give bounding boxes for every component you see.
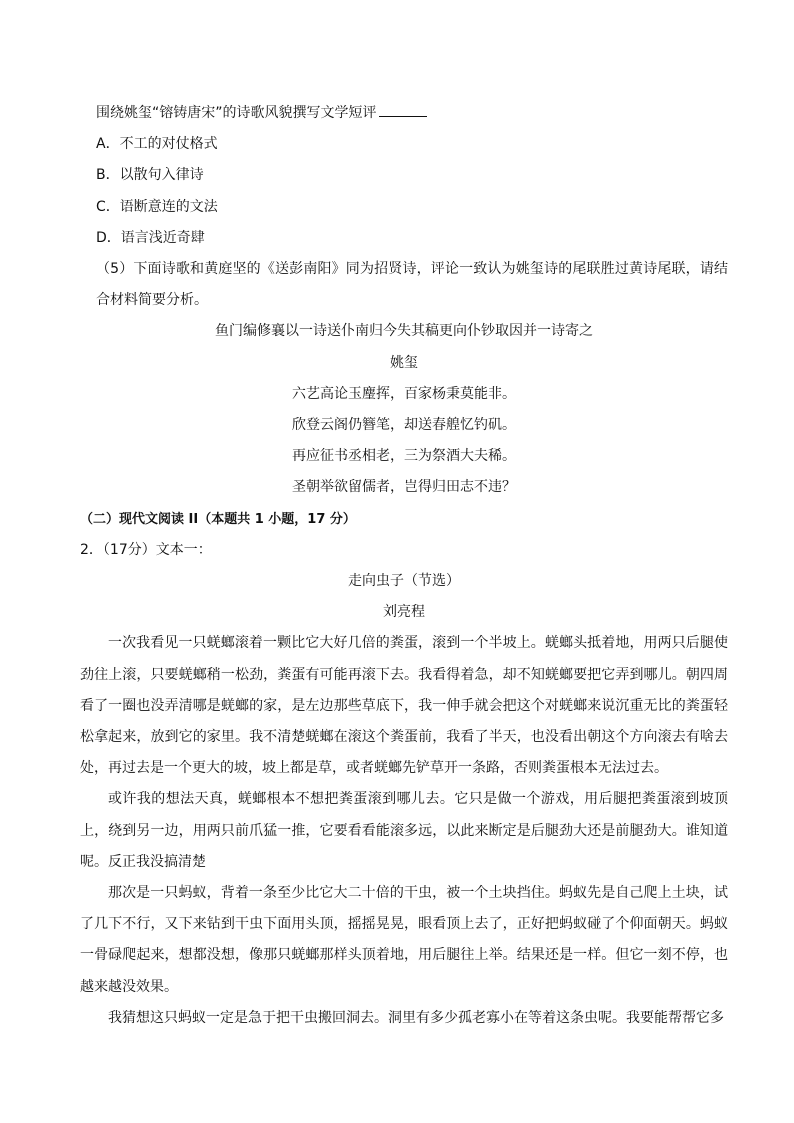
poem-author: 姚玺	[390, 354, 418, 371]
essay-author: 刘亮程	[383, 604, 425, 621]
answer-blank	[379, 102, 427, 117]
essay-title: 走向虫子（节选）	[348, 573, 460, 590]
poem-line-1: 六艺高论玉麈挥，百家杨秉莫能非。	[292, 385, 516, 402]
option-c: C．语断意连的文法	[96, 198, 218, 215]
option-a: A．不工的对仗格式	[96, 136, 218, 153]
poem-line-3: 再应征书丞相老，三为祭酒大夫稀。	[292, 448, 516, 465]
question-5-text: （5）下面诗歌和黄庭坚的《送彭南阳》同为招贤诗，评论一致认为姚玺诗的尾联胜过黄诗尾联，请结合材料简要分析。	[96, 261, 728, 309]
question-4-stem	[80, 98, 728, 129]
option-b: B．以散句入律诗	[96, 167, 204, 184]
poem-line-4: 圣朝举欲留儒者，岂得归田志不违？	[292, 479, 516, 496]
essay-paragraph-4: 我猜想这只蚂蚁一定是急于把干虫搬回洞去。洞里有多少孤老寡小在等着这条虫呢。我要能帮帮它多	[108, 1009, 724, 1026]
option-d: D．语言浅近奇肆	[96, 229, 205, 246]
essay-paragraph-2: 或许我的想法天真，蜣螂根本不想把粪蛋滚到哪儿去。它只是做一个游戏，用后腿把粪蛋滚到坡顶上，绕到另一边，用两只前爪猛一推，它要看看能滚多远，以此来断定是后腿劲大还是前腿劲大。谁知道呢。反正我没搞清楚	[80, 791, 728, 870]
question-4-stem-text: 围绕姚玺“镕铸唐宋”的诗歌风貌撰写文学短评	[96, 105, 377, 121]
poem-title: 鱼门编修襄以一诗送仆南归今失其稿更向仆钞取因并一诗寄之	[215, 323, 593, 340]
essay-paragraph-3: 那次是一只蚂蚁，背着一条至少比它大二十倍的干虫，被一个土块挡住。蚂蚁先是自己爬上土块，试了几下不行，又下来钻到干虫下面用头顶，摇摇晃晃，眼看顶上去了，正好把蚂蚁碰了个仰面朝天。蚂蚁一骨碌爬起来，想都没想，像那只蜣螂那样头顶着地，用后腿往上举。结果还是一样。但它一刻不停，也越来越没效果。	[80, 885, 728, 995]
page-content	[80, 98, 728, 1034]
poem-line-2: 欣登云阁仍簪笔，却送春艎忆钓矶。	[292, 417, 516, 434]
question-2-label: 2．（17分）文本一：	[80, 541, 212, 558]
essay-paragraph-1: 一次我看见一只蜣螂滚着一颗比它大好几倍的粪蛋，滚到一个半坡上。蜣螂头抵着地，用两只后腿使劲往上滚，只要蜣螂稍一松劲，粪蛋有可能再滚下去。我看得着急，却不知蜣螂要把它弄到哪儿。朝四周看了一圈也没弄清哪是蜣螂的家，是左边那些草底下，我一伸手就会把这个对蜣螂来说沉重无比的粪蛋轻松拿起来，放到它的家里。我不清楚蜣螂在滚这个粪蛋前，我看了半天，也没看出朝这个方向滚去有啥去处，再过去是一个更大的坡，坡上都是草，或者蜣螂先铲草开一条路，否则粪蛋根本无法过去。	[80, 635, 728, 777]
section-2-header: （二）现代文阅读 II（本题共 1 小题，17 分）	[80, 511, 356, 527]
